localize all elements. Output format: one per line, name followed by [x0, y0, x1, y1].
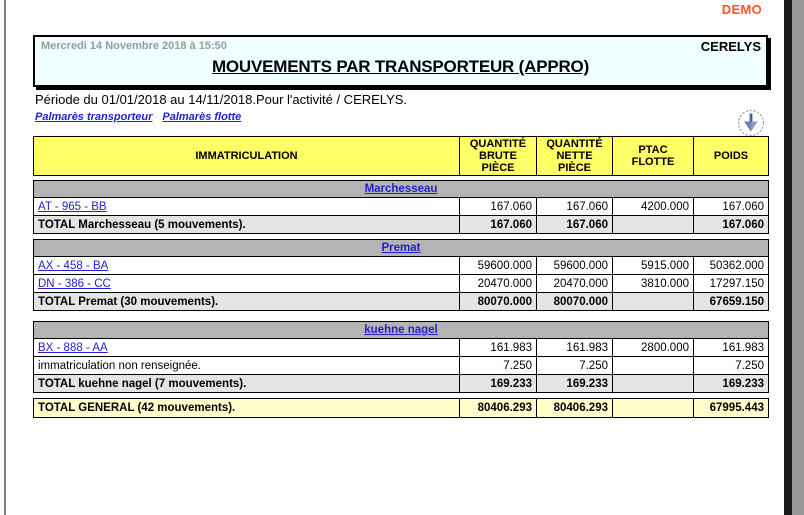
cell-total-poids: 169.233 — [694, 375, 769, 393]
group-total-row — [34, 375, 769, 393]
col-ptac-line1: PTAC — [638, 144, 668, 156]
cell-grand-total-qte-nette: 80406.293 — [537, 399, 613, 418]
cell-total-ptac — [613, 375, 694, 393]
col-quantite-brute-piece — [460, 137, 537, 176]
window-left-border — [4, 0, 6, 515]
col-ptac-line2: FLOTTE — [631, 156, 675, 168]
table-row — [34, 257, 769, 275]
cell-total-label: TOTAL kuehne nagel (7 mouvements). — [34, 375, 460, 393]
table-header-row — [34, 137, 769, 176]
cell-qte-nette: 59600.000 — [537, 257, 613, 275]
organization-name: CERELYS — [700, 39, 761, 54]
cell-poids: 17297.150 — [694, 275, 769, 293]
link-palmares-transporteur[interactable]: Palmarès transporteur — [35, 111, 153, 123]
table-row — [34, 339, 769, 357]
col-immatriculation: IMMATRICULATION — [34, 137, 460, 176]
group-header-row — [34, 181, 769, 198]
cell-immatriculation — [34, 339, 460, 357]
cell-qte-brute: 59600.000 — [460, 257, 537, 275]
cell-total-qte-nette: 80070.000 — [537, 293, 613, 311]
cell-ptac: 5915.000 — [613, 257, 694, 275]
group-block-premat — [33, 239, 769, 311]
table-row — [34, 198, 769, 216]
cell-qte-brute: 20470.000 — [460, 275, 537, 293]
cell-immatriculation — [34, 257, 460, 275]
cell-total-qte-nette: 169.233 — [537, 375, 613, 393]
grand-total-block — [33, 398, 769, 418]
cell-total-poids: 67659.150 — [694, 293, 769, 311]
table-row — [34, 275, 769, 293]
window-scrollbar[interactable] — [784, 0, 792, 515]
cell-poids: 167.060 — [694, 198, 769, 216]
window-right-border — [792, 0, 804, 515]
cell-qte-brute: 167.060 — [460, 198, 537, 216]
cell-ptac: 3810.000 — [613, 275, 694, 293]
group-block-marchesseau — [33, 180, 769, 234]
cell-qte-brute: 7.250 — [460, 357, 537, 375]
cell-grand-total-poids: 67995.443 — [694, 399, 769, 418]
immatriculation-link[interactable]: BX - 888 - AA — [38, 341, 108, 354]
group-total-row — [34, 216, 769, 234]
cell-poids: 50362.000 — [694, 257, 769, 275]
cell-total-label: TOTAL Premat (30 mouvements). — [34, 293, 460, 311]
cell-poids: 161.983 — [694, 339, 769, 357]
immatriculation-link[interactable]: DN - 386 - CC — [38, 277, 111, 290]
col-qb-line2: BRUTE PIÈCE — [479, 150, 517, 174]
table-row — [34, 357, 769, 375]
group-link-premat[interactable]: Premat — [381, 242, 421, 254]
col-qn-line2: NETTE PIÈCE — [556, 150, 593, 174]
demo-watermark: DEMO — [721, 2, 762, 17]
col-ptac-flotte — [613, 137, 694, 176]
cell-grand-total-qte-brute: 80406.293 — [460, 399, 537, 418]
group-header-cell — [34, 181, 769, 198]
cell-immatriculation — [34, 198, 460, 216]
group-link-marchesseau[interactable]: Marchesseau — [364, 183, 438, 195]
group-header-cell — [34, 240, 769, 257]
col-poids: POIDS — [694, 137, 769, 176]
cell-qte-nette: 7.250 — [537, 357, 613, 375]
cell-ptac: 4200.000 — [613, 198, 694, 216]
download-arrow-icon[interactable] — [736, 108, 766, 138]
report-table-header — [33, 136, 769, 176]
cell-total-qte-brute: 169.233 — [460, 375, 537, 393]
group-total-row — [34, 293, 769, 311]
report-title-panel — [33, 35, 768, 87]
cell-qte-brute: 161.983 — [460, 339, 537, 357]
col-qn-line1: QUANTITÉ — [546, 138, 603, 150]
group-link-kuehne-nagel[interactable]: kuehne nagel — [364, 324, 438, 336]
cell-grand-total-ptac — [613, 399, 694, 418]
cell-total-qte-brute: 80070.000 — [460, 293, 537, 311]
link-palmares-flotte[interactable]: Palmarès flotte — [162, 111, 242, 123]
cell-total-label: TOTAL Marchesseau (5 mouvements). — [34, 216, 460, 234]
group-header-cell — [34, 322, 769, 339]
period-description: Période du 01/01/2018 au 14/11/2018.Pour l'activité / CERELYS. — [35, 92, 408, 107]
cell-qte-nette: 161.983 — [537, 339, 613, 357]
cell-ptac: 2800.000 — [613, 339, 694, 357]
cell-total-qte-nette: 167.060 — [537, 216, 613, 234]
col-qb-line1: QUANTITÉ — [469, 138, 527, 150]
grand-total-row — [34, 399, 769, 418]
cell-total-ptac — [613, 293, 694, 311]
cell-ptac — [613, 357, 694, 375]
page-title: MOUVEMENTS PAR TRANSPORTEUR (APPRO) — [211, 57, 590, 76]
immatriculation-link[interactable]: AX - 458 - BA — [38, 259, 109, 272]
cell-total-ptac — [613, 216, 694, 234]
cell-immatriculation — [34, 275, 460, 293]
cell-total-qte-brute: 167.060 — [460, 216, 537, 234]
group-header-row — [34, 322, 769, 339]
group-header-row — [34, 240, 769, 257]
cell-poids: 7.250 — [694, 357, 769, 375]
immatriculation-link[interactable]: AT - 965 - BB — [38, 200, 107, 213]
cell-total-poids: 167.060 — [694, 216, 769, 234]
cell-immatriculation — [34, 357, 460, 375]
col-quantite-nette-piece — [537, 137, 613, 176]
cell-grand-total-label: TOTAL GENERAL (42 mouvements). — [34, 399, 460, 418]
palmares-links — [35, 111, 251, 123]
cell-qte-nette: 167.060 — [537, 198, 613, 216]
group-block-kuehne-nagel — [33, 321, 769, 393]
cell-qte-nette: 20470.000 — [537, 275, 613, 293]
immatriculation-text: immatriculation non renseignée. — [38, 359, 202, 372]
report-timestamp: Mercredi 14 Novembre 2018 à 15:50 — [41, 40, 227, 52]
